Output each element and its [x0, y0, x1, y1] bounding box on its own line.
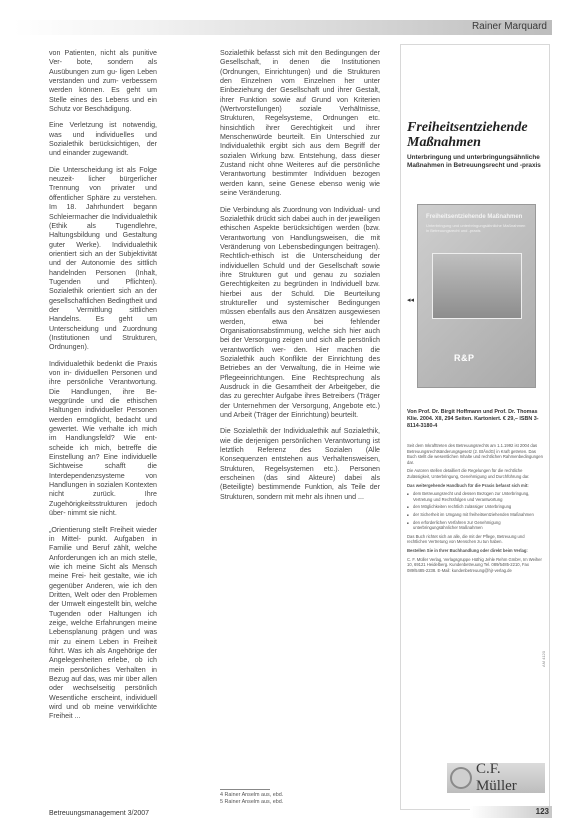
book-advertisement[interactable]: [400, 44, 550, 810]
ad-bullet: ■ den Möglichkeiten rechtlich zulässiger Unterbringung: [407, 504, 545, 510]
paragraph: Die Verbindung als Zuordnung von Individual- und Sozialethik drückt sich dabei auch in der jeweiligen ethischen Aspekte berücksichtigen werden (bzw. Verantwortung von Handlungsweisen, die mit Veränderung von Lebensbedingungen beitragen). Rechtlich-ethisch ist die Unterscheidung der individuellen Schuld und der Gesellschaft sowie ihre Strukturen gut und genau zu sozialen Gerechtigkeiten zu begründen in Individuell bzw. hierbei aus der Schuld. Die Beurteilung struktureller und systemischer Bedingungen müssen ebenfalls aus den Ansätzen ausgewiesen werden, etwa bei fehlender Organisationsabstimmung, welche sich hier auch bei der Versorgung zeigen und sich alle persönlich verantwortlich wer- den. Hier machen die Sozialethik auch Konflikte der Einrichtung des Betriebes an der Verwaltung, die in Heime wie Pflegeeinrichtungen. Eine Rechtsprechung als Ausdruck in die Gesamtheit der Arbeitgeber, die das zu gerechter Aufgabe ihres Betreibers (Träger der Unternehmen der Versorgung, Angebote etc.) und Arbeit (Träger der Einrichtung) beurteilt.: [220, 205, 380, 420]
ad-bullet: ■ den erforderlichen Verfahren zur Genehmigung unterbringungsähnlicher Maßnahmen: [407, 520, 545, 531]
paragraph: Eine Verletzung ist notwendig, was und individuelles und Sozialethik berücksichtigen, der und einander zugewandt.: [49, 121, 157, 158]
publisher-logo-icon: [450, 767, 472, 789]
book-cover-title: Freiheitsentziehende Maßnahmen: [426, 214, 523, 220]
paragraph: Individualethik bedenkt die Praxis von in- dividuellen Personen und ihre persönliche Verantwortung. Die Handlungen, ihre Be- weggründe und die ethischen Haltungen individueller Personen werden ermöglicht, bedacht und gewertet. Wie verhalte ich mich im Handlungsfeld? Wie ent- scheide ich mich, betreffe die Einstellung an? Eine individuelle Sichtweise schafft die Interdependenzsysteme von Handlungen in sozialen Kontexten nicht zurück. Ihre Zugehörigkeitsstrukturen jedoch über- nimmt sie nicht.: [49, 359, 157, 518]
book-cover-subtitle: Unterbringung und unterbringungsähnliche Maßnahmen in Betreuungsrecht und -praxis: [426, 223, 526, 233]
book-cover-image: [417, 204, 536, 388]
ad-body: [407, 443, 545, 576]
paragraph: von Patienten, nicht als punitive Ver- bote, sondern als Ausübungen zum gu- ligen Leben verstanden und zum- verbessern werden können. Es geht um Stelle eines des Lebens und ein Schutz vor Beschädigung.: [49, 49, 157, 114]
ad-title: Freiheitsentziehende Maßnahmen: [407, 120, 528, 150]
footnote: 4 Rainer Anselm aus, ebd.: [220, 792, 284, 798]
journal-footer: Betreuungsmanagement 3/2007: [49, 810, 150, 817]
ad-bullet-list: [407, 491, 545, 531]
paragraph: Sozialethik befasst sich mit den Bedingungen der Gesellschaft, in denen die Institutionen (Ordnungen, Einrichtungen) und die Strukturen den Einzelnen vom Einzelnen her unter Einbeziehung der Gesellschaft und ihrer Gestalt, ihrer Funktion sowie auf Grund von Kriterien (Wertvorstellungen) soziale Verhältnisse, Strukturen, Regelsysteme, Ordnungen etc. hinsichtlich ihrer Gerechtigkeit und ihrer Menschenwürde beurteilt. Ein Unterschied zur Individualethik ergibt sich aus dem Begriff der sozialen Wirkung bzw. Entstehung, dass dieser Zustand nicht ohne Weiteres auf die persönliche Verantwortung bestimmter Individuen bezogen werden kann, seine Genese ebenso wenig wie seine Veränderung.: [220, 49, 380, 198]
publisher-logo-text: C.F. Müller: [475, 761, 517, 794]
ad-list-heading: Das weitergehende Handbuch für die Praxis befasst sich mit:: [407, 482, 529, 488]
ad-intro-2: Die Autoren stellen detailliert die Regelungen für die rechtliche Zulässigkeit, Unterbringung, Genehmigung und Durchführung dar.: [407, 468, 530, 479]
ad-side-code: AM 4120: [541, 651, 546, 668]
publisher-logo: [447, 763, 545, 793]
ad-outro: Das Buch richtet sich an alle, die mit der Pflege, Betreuung und rechtlichen Vertretung von Menschen zu tun haben.: [407, 533, 525, 545]
book-cover-photo: [432, 253, 522, 319]
page-number: 123: [535, 807, 549, 816]
ad-authors: Von Prof. Dr. Birgit Hoffmann und Prof. Dr. Thomas Klie. 2004. XII, 294 Seiten. Kartoniert. € 29,– ISBN 3-8114-3180-4: [407, 409, 539, 429]
footnote-rule: [220, 789, 270, 790]
footnotes: [220, 792, 283, 806]
paragraph: Die Unterscheidung ist als Folge neuzeit- licher bürgerlicher Trennung von privater und öffentlicher Sphäre zu verstehen. Im 18. Jahrhundert begann Schleiermacher die Individualethik (Ethik als Tugendlehre, Haltungsbildung und Gestaltung guter Werke). Individualethik orientiert sich an der Subjektivität und der Autonomie des sittlich handelnden Personen (Inhalt, Tugenden und Pflichten). Sozialethik orientiert sich an der gesellschaftlichen Bedingtheit und der Vermittlung sittlichen Handelns. Es geht um Unterscheidung und Zuordnung (Institutionen und Strukturen, Ordnungen).: [49, 165, 157, 352]
text-column-2: [220, 49, 380, 509]
text-column-1: [49, 49, 157, 729]
paragraph: „Orientierung stellt Freiheit wieder in Mittel- punkt. Aufgaben in Familie und Beruf zählt, welche Anforderungen ich an mich stelle, wie ich meine Sicht als Mensch meine Frei- heit gestalte, wie ich gegenüber Anderen, wie ich den Dritten, Welt oder den Problemen der Umwelt eingestellt bin, welche Tugenden oder Haltungen ich zeige, welche Erfahrungen meine Lebensplanung prägen und was mir zu einem Leben in Freiheit führt. Was ich als Angehörige der Angelegenheiten erlebe, ob ich mein persönliches Verhalten in Bezug auf das, was mir über allen oder wechselseitig persönlich Wesentliche erscheint, individuell wird und ob meine verwirklichte Freiheit ...: [49, 525, 157, 721]
paragraph: Die Sozialethik der Individualethik auf Sozialethik, wie die derjenigen persönlichen Verantwortung ist letztlich Referenz des Sozialen (Alle Konsequenzen entstehen aus Verhaltensweisen, Strukturen, Regelsystemen etc.). Personen erscheinen (das sind Akteure) dabei als (Beteiligte) bestimmende Funktion, als Teile der Strukturen, sondern mit mehr als ihnen und ...: [220, 427, 380, 501]
ad-bullet: ■ der Sicherheit im Umgang mit freiheitsentziehenden Maßnahmen: [407, 512, 545, 518]
ad-subtitle: Unterbringung und unterbringungsähnliche Maßnahmen in Betreuungsrecht und -praxis: [407, 154, 541, 169]
ad-publisher-address[interactable]: C. F. Müller Verlag, Verlagsgruppe Hüthig Jehle Rehm GmbH, Im Weiher 10, 69121 Heidelberg. Kundenbetreuung Tel. 089/5485-2210, Fax 089/5485-2238. E-Mail: kundenbetreuung@hjr-verlag.de: [407, 556, 542, 573]
ad-intro: Seit dem Inkrafttreten des Betreuungsrechts am 1.1.1992 ist 2004 das Betreuungsrechtsänderungsgesetz (2. BtÄndG) in Kraft getreten. Das Buch stellt die wesentlichen Inhalte und rechtlichen Rahmenbedingungen dar.: [407, 443, 543, 465]
ad-order: Bestellen Sie in Ihrer Buchhandlung oder direkt beim Verlag:: [407, 547, 528, 553]
arrow-icon: ◂◂: [407, 297, 415, 304]
ad-bullet: ■ dem Betreuungsrecht und dessen Bezügen zur Unterbringung, Vertretung und Rechtsfolgen und Verantwortung: [407, 491, 545, 502]
author-name: Rainer Marquard: [471, 21, 547, 32]
book-cover-logo: R&P: [454, 353, 475, 363]
footnote: 5 Rainer Anselm aus, ebd.: [220, 799, 284, 805]
